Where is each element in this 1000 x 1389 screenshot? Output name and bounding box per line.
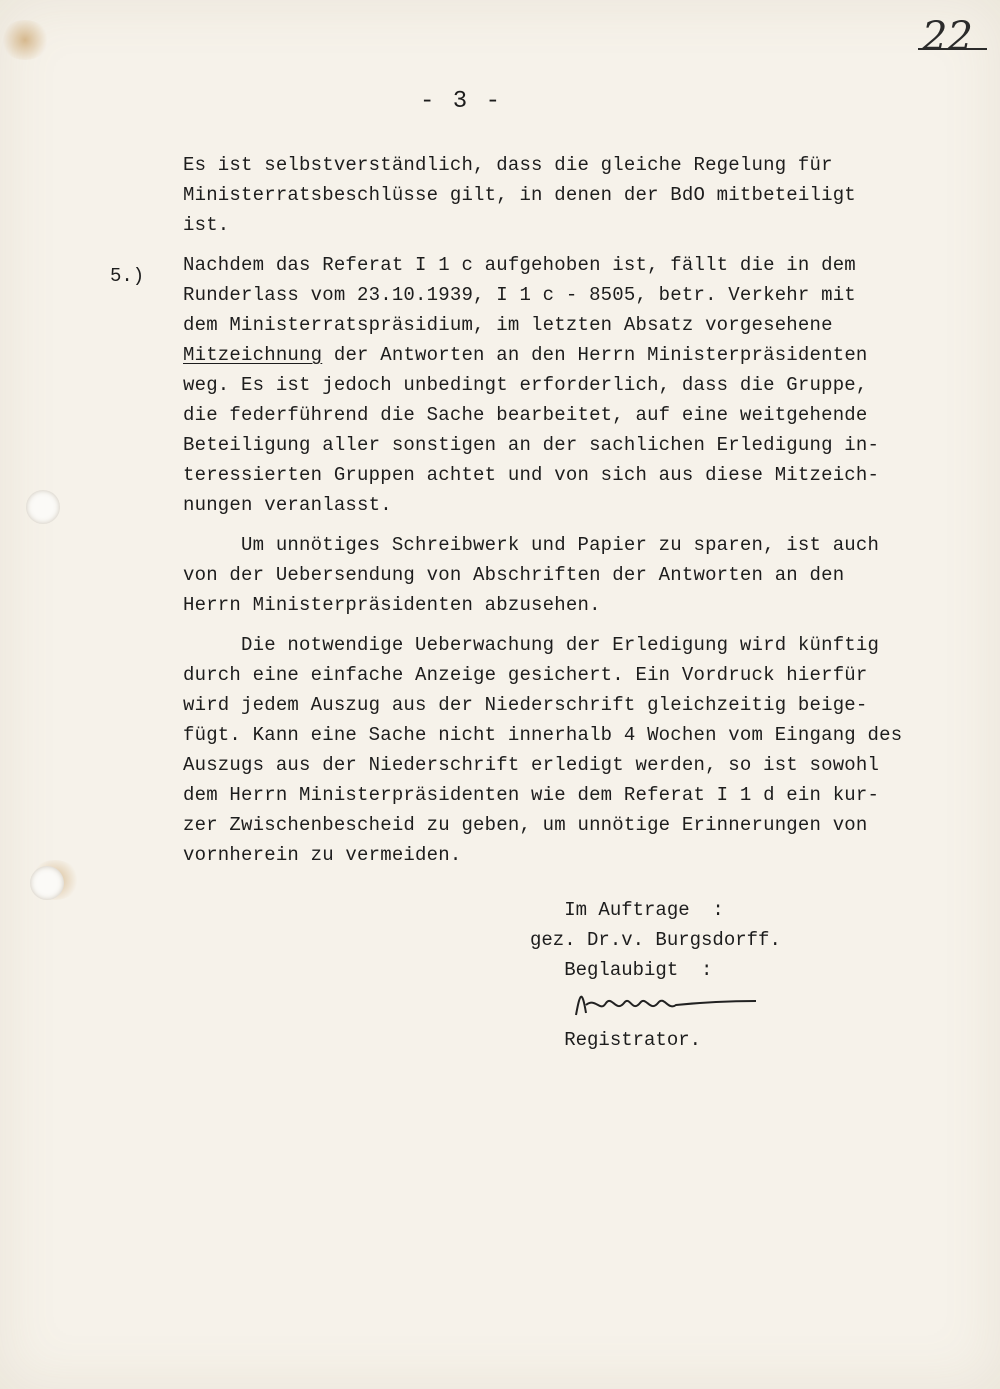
text-line: Beteiligung aller sonstigen an der sachlichen Erledigung in- <box>183 434 880 456</box>
text-line: Die notwendige Ueberwachung der Erledigung wird künftig <box>183 634 880 656</box>
text-fragment: der Antworten an den Herrn Ministerpräsidenten <box>322 344 868 366</box>
rust-stain <box>0 20 50 60</box>
signature-line: Beglaubigt : <box>530 959 713 981</box>
signature-block <box>530 895 781 1055</box>
body-text <box>183 150 923 870</box>
text-line: Um unnötiges Schreibwerk und Papier zu sparen, ist auch <box>183 534 880 556</box>
punch-hole <box>26 490 60 524</box>
signature-line: Registrator. <box>530 1029 702 1051</box>
text-line: durch eine einfache Anzeige gesichert. Ein Vordruck hierfür <box>183 664 868 686</box>
handwritten-signature <box>566 985 781 1025</box>
punch-hole <box>30 866 64 900</box>
text-line: die federführend die Sache bearbeitet, auf eine weitgehende <box>183 404 868 426</box>
text-line: Herrn Ministerpräsidenten abzusehen. <box>183 594 601 616</box>
text-line: Es ist selbstverständlich, dass die gleiche Regelung für <box>183 154 833 176</box>
text-line: weg. Es ist jedoch unbedingt erforderlich, dass die Gruppe, <box>183 374 868 396</box>
text-line: von der Uebersendung von Abschriften der Antworten an den <box>183 564 845 586</box>
item-number: 5.) <box>110 265 145 287</box>
text-line: Auszugs aus der Niederschrift erledigt werden, so ist sowohl <box>183 754 880 776</box>
text-line: Runderlass vom 23.10.1939, I 1 c - 8505, betr. Verkehr mit <box>183 284 856 306</box>
text-line: nungen veranlasst. <box>183 494 392 516</box>
text-line: Ministerratsbeschlüsse gilt, in denen der BdO mitbeteiligt <box>183 184 856 206</box>
text-line: fügt. Kann eine Sache nicht innerhalb 4 Wochen vom Eingang des <box>183 724 903 746</box>
underlined-word: Mitzeichnung <box>183 344 323 366</box>
signature-line: gez. Dr.v. Burgsdorff. <box>530 929 781 951</box>
text-line: zer Zwischenbescheid zu geben, um unnötige Erinnerungen von <box>183 814 868 836</box>
text-line: dem Herrn Ministerpräsidenten wie dem Referat I 1 d ein kur- <box>183 784 880 806</box>
folio-number: 22 <box>922 14 973 60</box>
text-line <box>183 340 923 370</box>
text-line: ist. <box>183 214 230 236</box>
text-line: Nachdem das Referat I 1 c aufgehoben ist, fällt die in dem <box>183 254 856 276</box>
page-number: - 3 - <box>420 88 503 115</box>
text-line: vornherein zu vermeiden. <box>183 844 462 866</box>
text-line: teressierten Gruppen achtet und von sich aus diese Mitzeich- <box>183 464 880 486</box>
text-line: wird jedem Auszug aus der Niederschrift gleichzeitig beige- <box>183 694 868 716</box>
signature-line: Im Auftrage : <box>530 899 724 921</box>
text-line: dem Ministerratspräsidium, im letzten Absatz vorgesehene <box>183 314 833 336</box>
